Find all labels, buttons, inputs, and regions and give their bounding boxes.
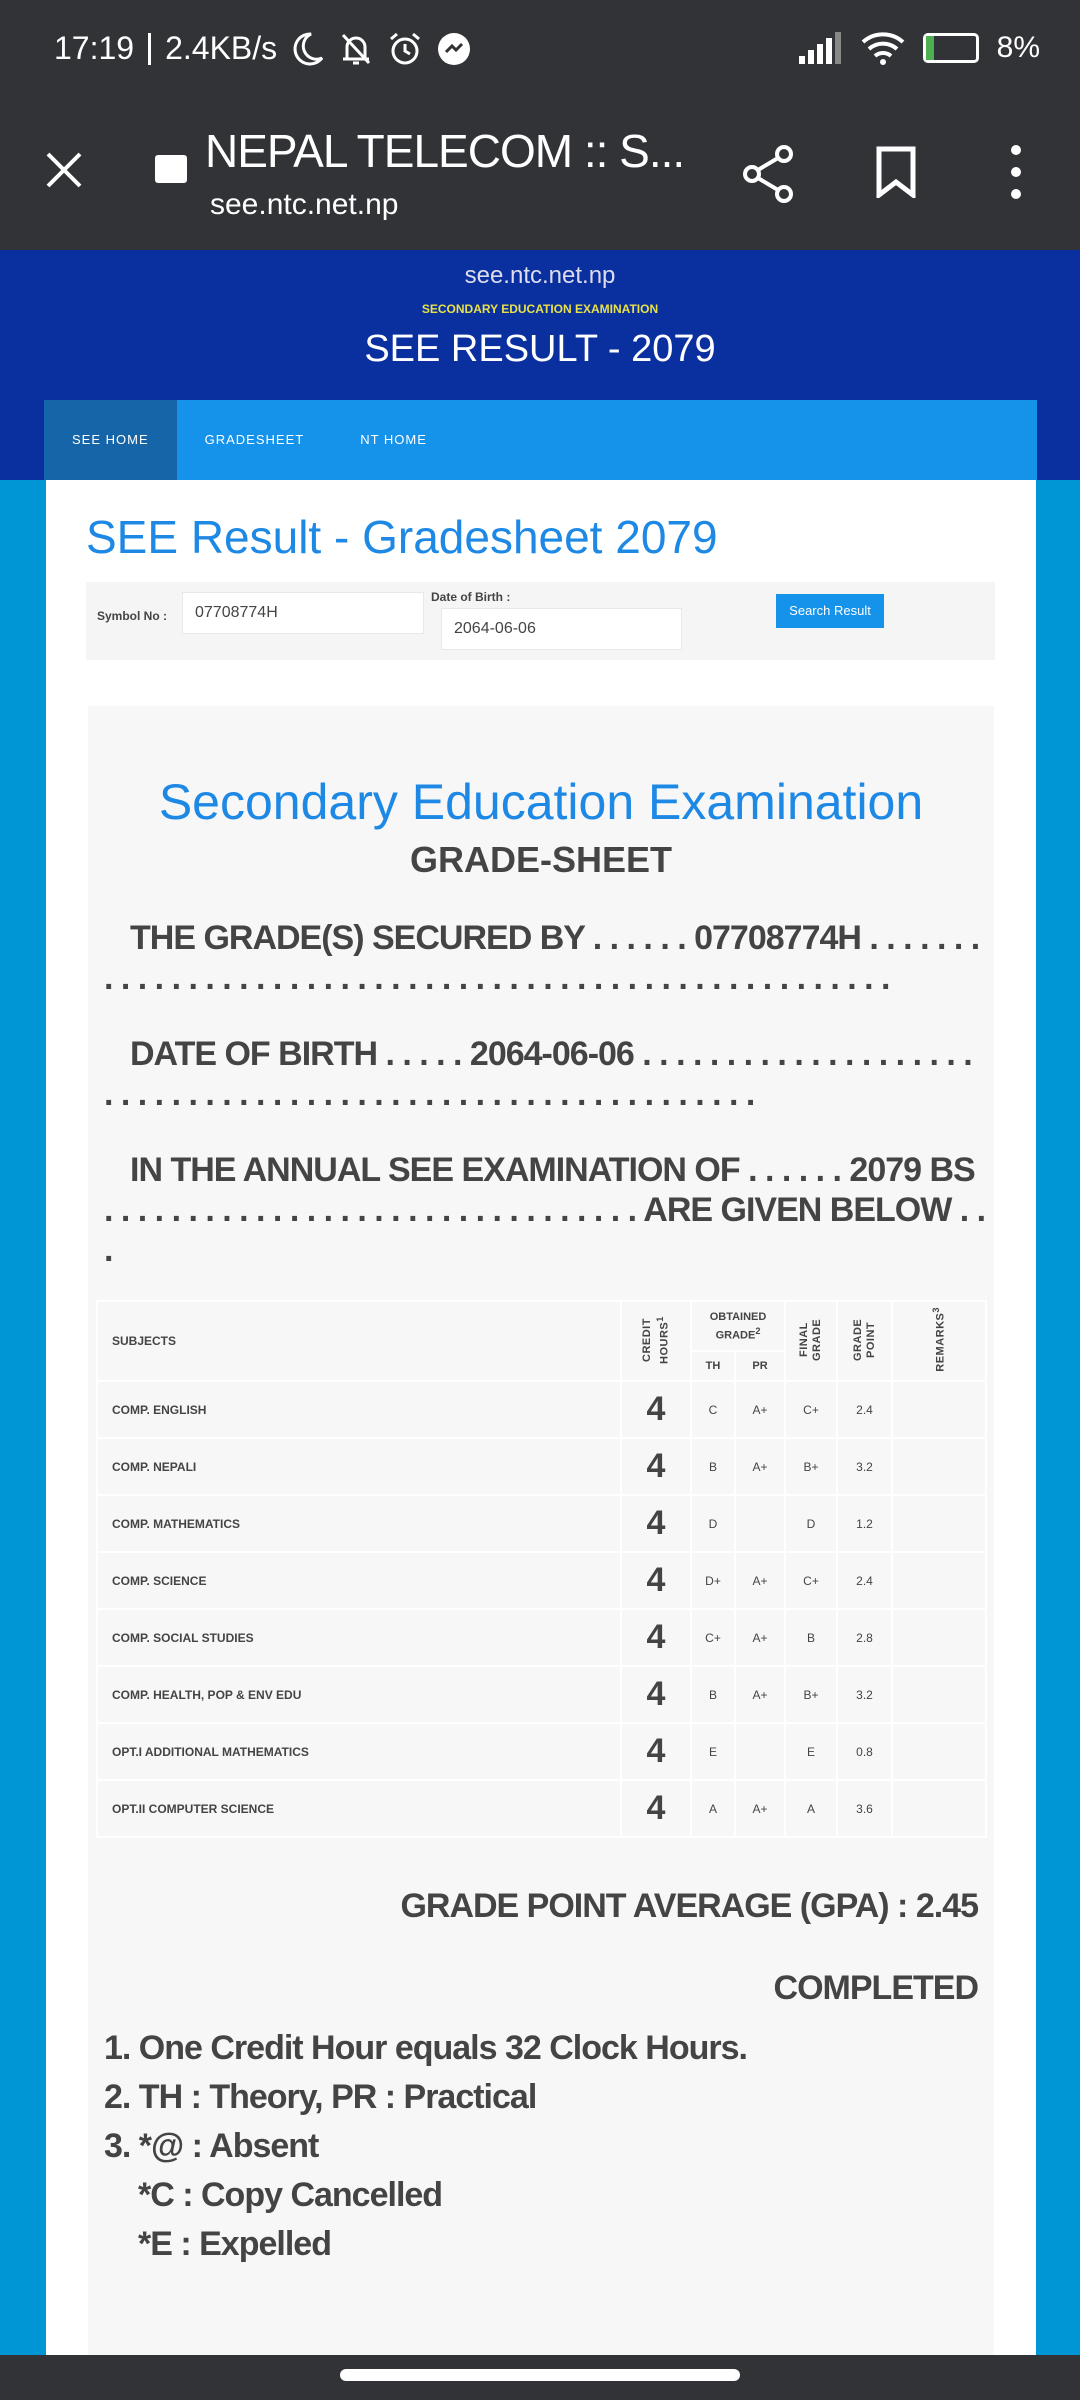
close-icon[interactable]	[44, 150, 84, 190]
url[interactable]: see.ntc.net.np	[210, 188, 399, 221]
share-icon[interactable]	[740, 144, 796, 204]
subject-cell: COMP. HEALTH, POP & ENV EDU	[97, 1666, 621, 1723]
grade-point-cell: 2.4	[837, 1381, 892, 1438]
header-pr: PR	[735, 1351, 785, 1381]
grade-point-cell: 3.2	[837, 1438, 892, 1495]
pr-grade-cell: A+	[735, 1666, 785, 1723]
final-grade-cell: B+	[785, 1438, 837, 1495]
credit-cell: 4	[621, 1495, 691, 1552]
credit-cell: 4	[621, 1666, 691, 1723]
system-nav-bar	[0, 2355, 1080, 2400]
grades-table	[96, 1300, 987, 1838]
subject-cell: OPT.II COMPUTER SCIENCE	[97, 1780, 621, 1837]
final-grade-cell: B+	[785, 1666, 837, 1723]
grade-point-cell: 0.8	[837, 1723, 892, 1780]
bookmark-icon[interactable]	[876, 146, 916, 198]
nav-gradesheet[interactable]: GRADESHEET	[204, 432, 305, 447]
pr-grade-cell	[735, 1495, 785, 1552]
note-2: 2. TH : Theory, PR : Practical	[104, 2078, 537, 2116]
final-grade-cell: E	[785, 1723, 837, 1780]
note-4: *C : Copy Cancelled	[138, 2176, 443, 2214]
remarks-cell	[892, 1495, 986, 1552]
table-row	[97, 1609, 986, 1666]
table-row	[97, 1438, 986, 1495]
battery-percent: 8%	[996, 31, 1040, 64]
subject-cell: COMP. SCIENCE	[97, 1552, 621, 1609]
header-obtained: OBTAINED GRADE$^2$	[691, 1301, 785, 1351]
exam-line: IN THE ANNUAL SEE EXAMINATION OF . . . . . . 2079 BS . . . . . . . . . . . . . . . . . . . . . . . . . . . . . . . . ARE GIVEN BELOW . . .	[104, 1151, 986, 1269]
header-final: FINAL GRADE	[785, 1301, 837, 1381]
nav-bar	[44, 400, 1037, 480]
note-1: 1. One Credit Hour equals 32 Clock Hours.	[104, 2029, 747, 2067]
divider	[148, 33, 151, 65]
subject-cell: COMP. MATHEMATICS	[97, 1495, 621, 1552]
th-grade-cell: D+	[691, 1552, 735, 1609]
remarks-cell	[892, 1723, 986, 1780]
search-result-button[interactable]: Search Result	[776, 594, 884, 628]
table-row	[97, 1780, 986, 1837]
header-th: TH	[691, 1351, 735, 1381]
battery-icon	[923, 33, 979, 63]
note-3: 3. *@ : Absent	[104, 2127, 319, 2165]
dob-label: Date of Birth :	[431, 590, 511, 604]
final-grade-cell: A	[785, 1780, 837, 1837]
secured-by-line: THE GRADE(S) SECURED BY . . . . . . 07708774H . . . . . . . . . . . . . . . . . . . . . . . . . . . . . . . . . . . . . . . . . . . . . . . . . . . . . .	[104, 919, 980, 997]
header-credit: CREDIT HOURS$^1$	[621, 1301, 691, 1381]
credit-cell: 4	[621, 1723, 691, 1780]
grade-point-cell: 3.2	[837, 1666, 892, 1723]
gpa: GRADE POINT AVERAGE (GPA) : 2.45	[400, 1887, 978, 1925]
table-row	[97, 1495, 986, 1552]
subject-cell: COMP. SOCIAL STUDIES	[97, 1609, 621, 1666]
remarks-cell	[892, 1438, 986, 1495]
grade-point-cell: 3.6	[837, 1780, 892, 1837]
signal-icon	[799, 32, 843, 64]
site-title: SEE RESULT - 2079	[364, 328, 716, 370]
th-grade-cell: B	[691, 1666, 735, 1723]
pr-grade-cell	[735, 1723, 785, 1780]
status-bar	[0, 0, 1080, 100]
remarks-cell	[892, 1609, 986, 1666]
grade-point-cell: 2.8	[837, 1609, 892, 1666]
note-5: *E : Expelled	[138, 2225, 331, 2263]
table-row	[97, 1381, 986, 1438]
symbol-input[interactable]: 07708774H	[182, 592, 424, 634]
th-grade-cell: D	[691, 1495, 735, 1552]
alarm-icon	[387, 31, 423, 67]
table-row	[97, 1552, 986, 1609]
subject-cell: COMP. NEPALI	[97, 1438, 621, 1495]
network-speed: 2.4KB/s	[165, 30, 278, 66]
site-name: see.ntc.net.np	[464, 262, 616, 289]
subject-cell: COMP. ENGLISH	[97, 1381, 621, 1438]
pr-grade-cell: A+	[735, 1438, 785, 1495]
credit-cell: 4	[621, 1780, 691, 1837]
th-grade-cell: A	[691, 1780, 735, 1837]
bell-off-icon	[339, 31, 373, 67]
result-status: COMPLETED	[773, 1969, 978, 2007]
sheet-heading: Secondary Education Examination	[158, 774, 924, 830]
moon-icon	[291, 31, 325, 67]
final-grade-cell: C+	[785, 1381, 837, 1438]
remarks-cell	[892, 1381, 986, 1438]
nav-see-home[interactable]: SEE HOME	[44, 400, 177, 480]
dob-line: DATE OF BIRTH . . . . . 2064-06-06 . . . . . . . . . . . . . . . . . . . . . . . . . . . . . . . . . . . . . . . . . . . . . . . . . . . . . . . . . . .	[104, 1035, 972, 1113]
final-grade-cell: C+	[785, 1552, 837, 1609]
lock-icon	[155, 155, 187, 183]
credit-cell: 4	[621, 1438, 691, 1495]
header-remarks: REMARKS$^3$	[892, 1301, 986, 1381]
remarks-cell	[892, 1552, 986, 1609]
nav-nt-home[interactable]: NT HOME	[360, 432, 427, 447]
page-title-bar: NEPAL TELECOM :: S...	[205, 125, 685, 177]
pr-grade-cell: A+	[735, 1780, 785, 1837]
th-grade-cell: E	[691, 1723, 735, 1780]
status-time: 17:19	[54, 30, 135, 66]
th-grade-cell: C+	[691, 1609, 735, 1666]
remarks-cell	[892, 1666, 986, 1723]
pr-grade-cell: A+	[735, 1552, 785, 1609]
final-grade-cell: D	[785, 1495, 837, 1552]
browser-toolbar	[0, 100, 1080, 250]
header-subjects: SUBJECTS	[97, 1301, 621, 1381]
final-grade-cell: B	[785, 1609, 837, 1666]
grade-point-cell: 2.4	[837, 1552, 892, 1609]
remarks-cell	[892, 1780, 986, 1837]
credit-cell: 4	[621, 1609, 691, 1666]
credit-cell: 4	[621, 1381, 691, 1438]
page-title: SEE Result - Gradesheet 2079	[86, 511, 718, 563]
wifi-icon	[861, 30, 905, 66]
th-grade-cell: B	[691, 1438, 735, 1495]
table-row	[97, 1666, 986, 1723]
gradesheet	[88, 706, 994, 2360]
sheet-subheading: GRADE-SHEET	[409, 839, 673, 880]
dob-input[interactable]: 2064-06-06	[441, 608, 682, 650]
home-handle[interactable]	[340, 2369, 740, 2381]
header-gp: GRADE POINT	[837, 1301, 892, 1381]
messenger-icon	[437, 32, 471, 66]
subject-cell: OPT.I ADDITIONAL MATHEMATICS	[97, 1723, 621, 1780]
credit-cell: 4	[621, 1552, 691, 1609]
grade-point-cell: 1.2	[837, 1495, 892, 1552]
th-grade-cell: C	[691, 1381, 735, 1438]
symbol-label: Symbol No :	[97, 609, 168, 623]
site-subtitle: SECONDARY EDUCATION EXAMINATION	[421, 302, 659, 316]
table-row	[97, 1723, 986, 1780]
pr-grade-cell: A+	[735, 1381, 785, 1438]
pr-grade-cell: A+	[735, 1609, 785, 1666]
more-icon[interactable]	[1008, 144, 1024, 200]
search-form	[86, 582, 995, 660]
